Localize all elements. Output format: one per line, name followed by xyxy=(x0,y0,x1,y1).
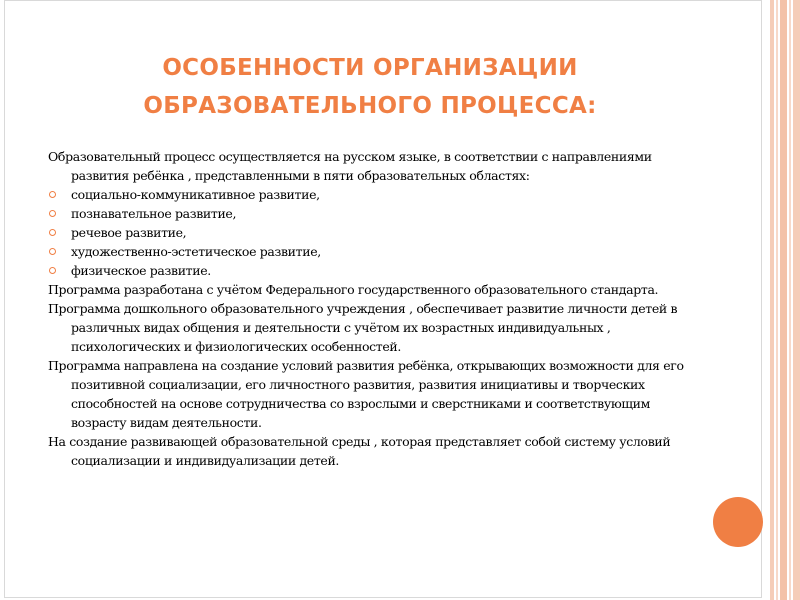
environment-paragraph: На создание развивающей образовательной среды , которая представляет собой систему условий социализации и индивидуализации детей. xyxy=(48,434,671,468)
decorative-circle xyxy=(713,497,763,547)
slide-title-line2: ОБРАЗОВАТЕЛЬНОГО ПРОЦЕССА: xyxy=(143,93,597,119)
list-item xyxy=(48,204,708,223)
list-item xyxy=(48,261,708,280)
decorative-stripe xyxy=(780,0,787,600)
personality-paragraph: Программа дошкольного образовательного учреждения , обеспечивает развитие личности детей в различных видах общения и деятельности с учётом их возрастных индивидуальных , психологических и физиологических особенностей. xyxy=(48,301,678,354)
list-item xyxy=(48,223,708,242)
list-item xyxy=(48,185,708,204)
bullet-circle-icon xyxy=(49,229,56,236)
education-areas-list xyxy=(48,185,708,280)
list-item-text: речевое развитие, xyxy=(71,225,187,240)
decorative-stripe xyxy=(789,0,791,600)
bullet-circle-icon xyxy=(49,191,56,198)
list-item-text: познавательное развитие, xyxy=(71,206,237,221)
slide-title-line1: ОСОБЕННОСТИ ОРГАНИЗАЦИИ xyxy=(162,55,578,81)
list-item-text: физическое развитие. xyxy=(71,263,211,278)
bullet-circle-icon xyxy=(49,248,56,255)
list-item-text: социально-коммуникативное развитие, xyxy=(71,187,320,202)
bullet-circle-icon xyxy=(49,267,56,274)
conditions-paragraph: Программа направлена на создание условий развития ребёнка, открывающих возможности для его позитивной социализации, его личностного развития, развития инициативы и творческих способностей на основе сотрудничества со взрослыми и сверстниками и соответствующим возрасту видам деятельности. xyxy=(48,358,684,430)
decorative-stripe xyxy=(770,0,774,600)
slide-title xyxy=(80,49,660,125)
bullet-circle-icon xyxy=(49,210,56,217)
list-item-text: художественно-эстетическое развитие, xyxy=(71,244,321,259)
decorative-stripe xyxy=(793,0,800,600)
decorative-stripe xyxy=(776,0,778,600)
slide-body xyxy=(48,147,708,470)
intro-paragraph: Образовательный процесс осуществляется на русском языке, в соответствии с направлениями развития ребёнка , представленными в пяти образовательных областях: xyxy=(48,149,652,183)
list-item xyxy=(48,242,708,261)
standard-paragraph: Программа разработана с учётом Федерального государственного образовательного стандарта. xyxy=(48,282,659,297)
